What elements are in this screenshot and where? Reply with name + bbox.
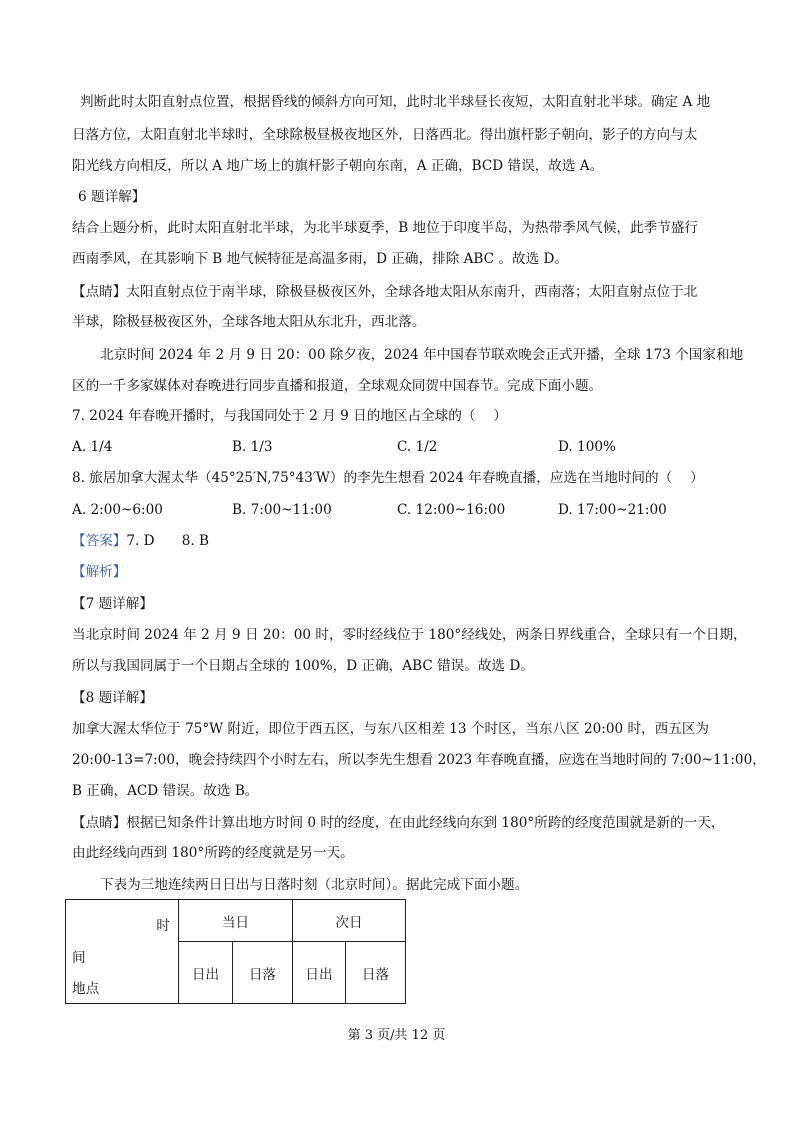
option-c: C. 12:00~16:00 <box>397 502 506 518</box>
option-d: D. 100% <box>558 439 616 455</box>
corner-label-place: 地点 <box>72 981 100 997</box>
text-line: 20:00-13=7:00，晚会持续四个小时左右，所以李先生想看 2023 年春晚直播，应选在当地时间的 7:00~11:00， <box>72 752 766 768</box>
corner-label-time-1: 时 <box>156 918 170 934</box>
intro-line: 区的一千多家媒体对春晚进行同步直播和报道，全球观众同贺中国春节。完成下面小题。 <box>72 378 603 394</box>
q6-header: 6 题详解】 <box>78 189 146 205</box>
q7-detail-header: 【7 题详解】 <box>72 596 153 612</box>
q8-detail-header: 【8 题详解】 <box>72 690 153 706</box>
header-day-1: 当日 <box>179 900 293 942</box>
answer-text: 7. D 8. B <box>126 533 210 549</box>
text-line: 结合上题分析，此时太阳直射北半球，为北半球夏季，B 地位于印度半岛，为热带季风气候，此季节盛行 <box>72 220 699 236</box>
header-day-2: 次日 <box>293 900 406 942</box>
option-d: D. 17:00~21:00 <box>558 502 667 518</box>
text-line: 当北京时间 2024 年 2 月 9 日 20：00 时，零时经线位于 180°经线处，两条日界线重合，全球只有一个日期， <box>72 627 747 643</box>
q8-options <box>72 500 722 520</box>
option-b: B. 7:00~11:00 <box>232 502 332 518</box>
header-sunset: 日落 <box>233 942 293 1004</box>
q7-options <box>72 437 722 457</box>
page-footer: 第 3 页/共 12 页 <box>347 1028 446 1043</box>
text-line: 所以与我国同属于一个日期占全球的 100%，D 正确，ABC 错误。故选 D。 <box>72 658 534 674</box>
tip-line: 半球，除极昼极夜区外，全球各地太阳从东北升，西北落。 <box>72 314 426 330</box>
table-corner-cell <box>66 900 179 1004</box>
text-line: B 正确，ACD 错误。故选 B。 <box>72 783 259 799</box>
tip-line: 由此经线向西到 180°所跨的经度就是另一天。 <box>72 845 354 861</box>
text-line: 加拿大渥太华位于 75°W 附近，即位于西五区，与东八区相差 13 个时区，当东八区 20:00 时，西五区为 <box>72 721 710 737</box>
analysis-label: 【解析】 <box>72 564 127 580</box>
option-b: B. 1/3 <box>232 439 273 455</box>
option-a: A. 2:00~6:00 <box>72 502 163 518</box>
answer-label: 【答案】 <box>72 533 127 549</box>
text-line: 阳光线方向相反，所以 A 地广场上的旗杆影子朝向东南，A 正确，BCD 错误，故选 A。 <box>72 158 604 174</box>
answer-line <box>72 531 722 551</box>
option-c: C. 1/2 <box>397 439 438 455</box>
header-sunset: 日落 <box>346 942 406 1004</box>
intro-line: 北京时间 2024 年 2 月 9 日 20：00 除夕夜，2024 年中国春节联欢晚会正式开播，全球 173 个国家和地 <box>100 347 744 363</box>
option-a: A. 1/4 <box>72 439 113 455</box>
table-intro: 下表为三地连续两日日出与日落时刻（北京时间）。据此完成下面小题。 <box>100 877 529 893</box>
text-line: 日落方位，太阳直射北半球时，全球除极昼极夜地区外，日落西北。得出旗杆影子朝向，影子的方向与太 <box>72 127 698 143</box>
sunrise-sunset-table <box>65 899 405 1003</box>
question-7: 7. 2024 年春晚开播时，与我国同处于 2 月 9 日的地区占全球的（ ） <box>72 408 507 424</box>
corner-label-time-2: 间 <box>72 950 86 966</box>
tip-line: 【点睛】太阳直射点位于南半球，除极昼极夜区外，全球各地太阳从东南升，西南落；太阳直射点位于北 <box>72 284 698 300</box>
header-sunrise: 日出 <box>293 942 346 1004</box>
text-line: 判断此时太阳直射点位置，根据昏线的倾斜方向可知，此时北半球昼长夜短，太阳直射北半球。确定 A 地 <box>80 94 711 110</box>
tip-line: 【点睛】根据已知条件计算出地方时间 0 时的经度，在由此经线向东到 180°所跨的经度范围就是新的一天， <box>72 815 725 831</box>
question-8: 8. 旅居加拿大渥太华（45°25′N,75°43′W）的李先生想看 2024 年春晚直播，应选在当地时间的（ ） <box>72 470 704 486</box>
header-sunrise: 日出 <box>179 942 233 1004</box>
text-line: 西南季风，在其影响下 B 地气候特征是高温多雨，D 正确，排除 ABC 。故选 D。 <box>72 251 568 267</box>
